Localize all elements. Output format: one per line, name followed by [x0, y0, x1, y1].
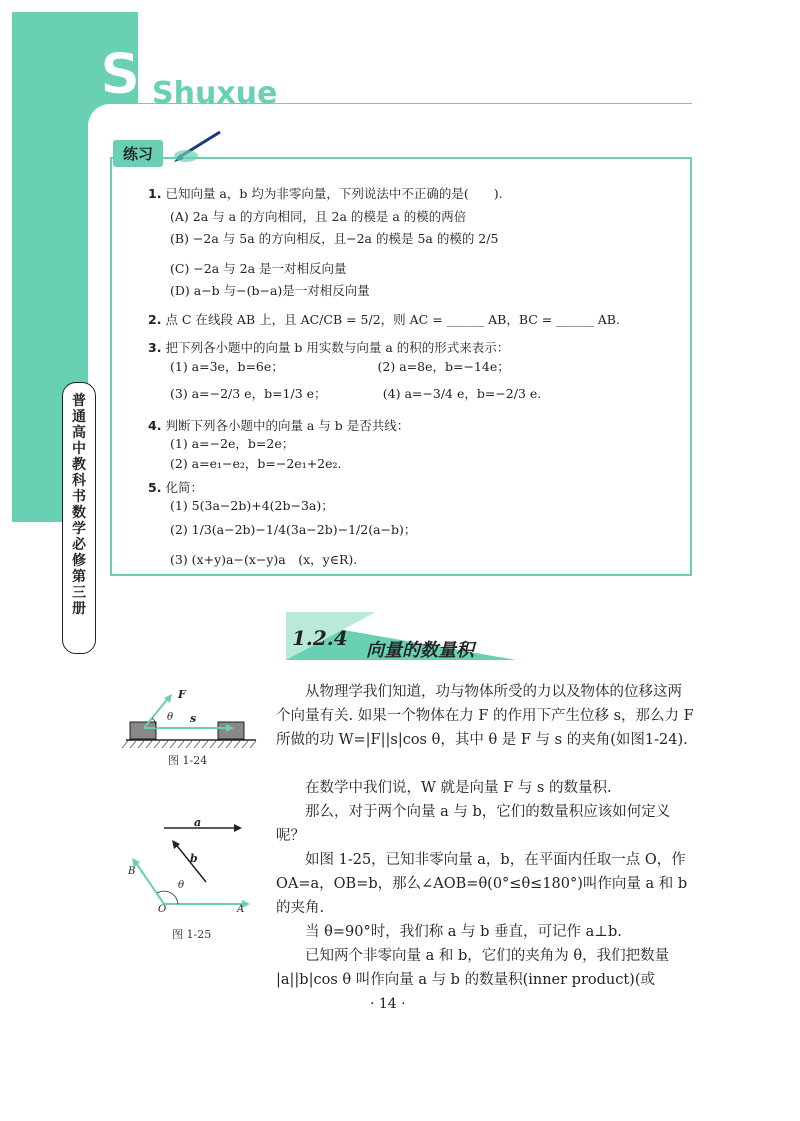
side-tab-char: 数: [72, 505, 86, 521]
exercise-label: 练习: [113, 140, 163, 167]
exercise-line: [170, 454, 342, 472]
exercise-number: 5.: [148, 480, 162, 495]
exercise-line: [170, 520, 416, 538]
exercise-text: (3) a=−2/3 e，b=1/3 e； (4) a=−3/4 e，b=−2/3 e.: [170, 386, 542, 401]
fig25-label-b: b: [190, 852, 198, 865]
exercise-line: [148, 416, 409, 434]
exercise-line: [170, 434, 294, 452]
body-paragraph-5: 当 θ=90°时，我们称 a 与 b 垂直，可记作 a⊥b.: [276, 924, 622, 940]
exercise-line: [148, 184, 503, 202]
side-tab-char: 必: [72, 537, 86, 553]
side-tab-char: 学: [72, 521, 86, 537]
exercise-line: [148, 338, 509, 356]
exercise-line: [170, 207, 466, 225]
side-tab-char: 高: [72, 425, 86, 441]
exercise-number: 3.: [148, 340, 162, 355]
brand-logo: S: [100, 42, 142, 107]
exercise-number: 2.: [148, 312, 162, 327]
exercise-line: [170, 281, 370, 299]
fig25-label-a: a: [194, 816, 202, 829]
pen-icon: [170, 128, 230, 168]
side-tab-char: 书: [72, 489, 86, 505]
exercise-text: 点 C 在线段 AB 上，且 AC/CB = 5/2，则 AC = ______ AB，BC = ______ AB.: [165, 312, 620, 327]
fig24-label-s: s: [190, 712, 197, 725]
section-number: 1.2.4: [292, 626, 348, 650]
fig24-caption: 图 1-24: [168, 754, 208, 767]
exercise-line: [170, 357, 510, 375]
exercise-text: 判断下列各小题中的向量 a 与 b 是否共线：: [165, 418, 410, 433]
fig24-label-F: F: [178, 688, 186, 701]
book-side-tab: [62, 382, 96, 654]
side-tab-char: 中: [72, 441, 86, 457]
side-tab-char: 教: [72, 457, 86, 473]
exercise-text: (3) (x+y)a−(x−y)a (x，y∈R).: [170, 552, 358, 567]
exercise-text: (2) a=e₁−e₂，b=−2e₁+2e₂.: [170, 456, 342, 471]
side-tab-char: 第: [72, 569, 86, 585]
body-paragraph-1: 从物理学我们知道，功与物体所受的力以及物体的位移这两个向量有关. 如果一个物体在力 F 的作用下产生位移 s，那么力 F 所做的功 W=|F||s|cos θ，其中 θ 是 F 与 s 的夹角(如图1-24).: [276, 684, 694, 748]
fig25-caption: 图 1-25: [172, 928, 212, 941]
exercise-line: [170, 550, 357, 568]
exercise-line: [170, 384, 541, 402]
exercise-text: 化简：: [165, 480, 203, 495]
exercise-line: [170, 229, 498, 247]
body-paragraph-4: 如图 1-25，已知非零向量 a，b，在平面内任取一点 O，作 OA=a，OB=b，那么∠AOB=θ(0°≤θ≤180°)叫作向量 a 和 b 的夹角.: [276, 852, 688, 916]
exercise-line: [148, 310, 620, 328]
exercise-line: [170, 259, 347, 277]
side-tab-char: 修: [72, 553, 86, 569]
fig25-label-A: A: [237, 904, 245, 915]
exercise-text: (A) 2a 与 a 的方向相同，且 2a 的模是 a 的模的两倍: [170, 209, 467, 224]
fig25-label-B: B: [128, 866, 136, 877]
exercise-line: [148, 478, 203, 496]
exercise-line: [170, 496, 334, 514]
brand-text: Shuxue: [152, 76, 278, 111]
exercise-text: (C) −2a 与 2a 是一对相反向量: [170, 261, 347, 276]
exercise-number: 4.: [148, 418, 162, 433]
fig25-label-theta: θ: [178, 880, 185, 891]
exercise-text: (2) 1/3(a−2b)−1/4(3a−2b)−1/2(a−b)；: [170, 522, 417, 537]
exercise-text: (B) −2a 与 5a 的方向相反，且−2a 的模是 5a 的模的 2/5: [170, 231, 499, 246]
section-title: 向量的数量积: [366, 640, 474, 661]
exercise-text: (1) a=−2e，b=2e；: [170, 436, 295, 451]
side-tab-char: 通: [72, 409, 86, 425]
body-paragraph-2: 在数学中我们说，W 就是向量 F 与 s 的数量积.: [276, 780, 612, 796]
exercise-text: (D) a−b 与−(b−a)是一对相反向量: [170, 283, 370, 298]
exercise-text: 已知向量 a，b 均为非零向量，下列说法中不正确的是( ).: [165, 186, 503, 201]
side-tab-char: 三: [72, 585, 86, 601]
side-tab-char: 普: [72, 393, 86, 409]
side-tab-char: 科: [72, 473, 86, 489]
body-paragraph-3: 那么，对于两个向量 a 与 b，它们的数量积应该如何定义呢？: [276, 804, 671, 844]
fig24-label-theta: θ: [167, 712, 174, 723]
side-tab-char: 册: [72, 601, 86, 617]
exercise-number: 1.: [148, 186, 162, 201]
exercise-text: (1) a=3e，b=6e； (2) a=8e，b=−14e；: [170, 359, 510, 374]
exercise-text: (1) 5(3a−2b)+4(2b−3a)；: [170, 498, 334, 513]
exercise-text: 把下列各小题中的向量 b 用实数与向量 a 的积的形式来表示：: [165, 340, 510, 355]
fig25-label-O: O: [158, 904, 167, 915]
page-number: · 14 ·: [370, 996, 406, 1012]
body-paragraph-6: 已知两个非零向量 a 和 b，它们的夹角为 θ，我们把数量 |a||b|cos θ 叫作向量 a 与 b 的数量积(inner product)(或: [276, 948, 670, 988]
